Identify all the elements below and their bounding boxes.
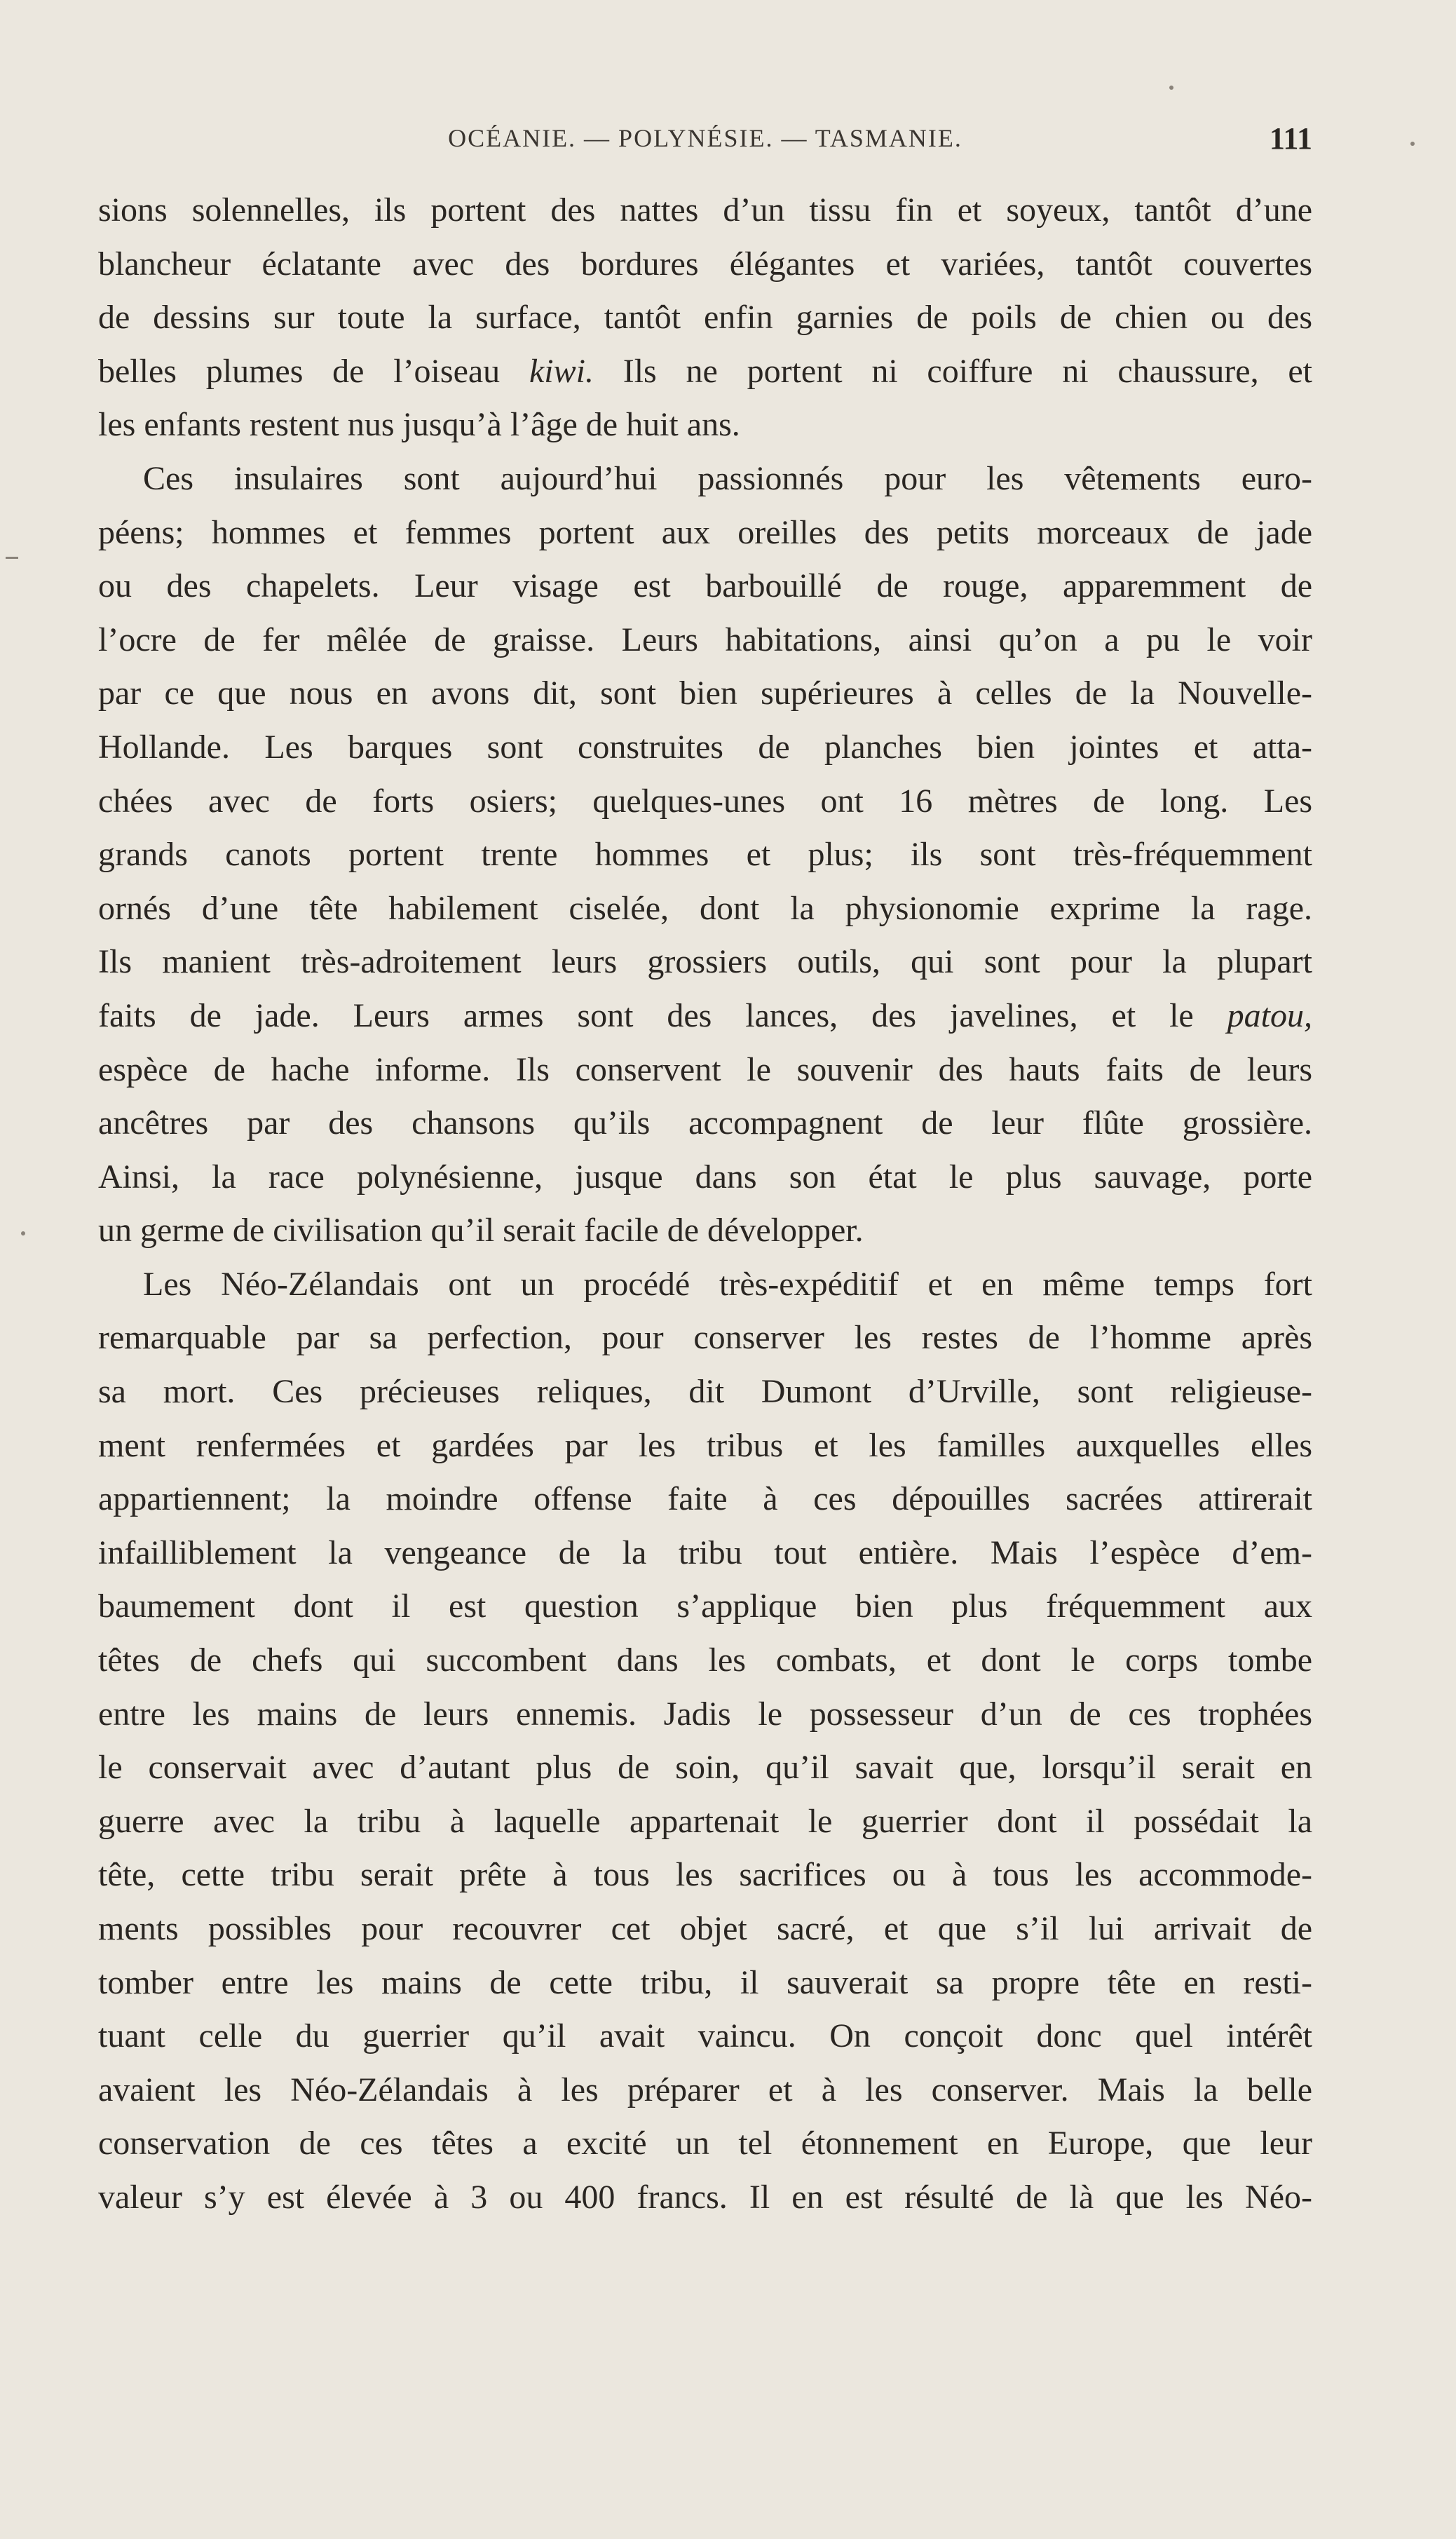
text-fragment: faits de jade. Leurs armes sont des lances, des javelines, et le	[98, 996, 1194, 1034]
text-line	[98, 989, 1312, 1043]
text-line: baumement dont il est question s’applique bien plus fréquemment aux	[98, 1587, 1312, 1625]
page-header	[98, 121, 1312, 163]
paragraph-start: Les Néo-Zélandais ont un procédé très-expéditif et en même temps fort	[143, 1265, 1312, 1303]
text-line: Ainsi, la race polynésienne, jusque dans son état le plus sauvage, porte	[98, 1158, 1312, 1196]
text-line: Hollande. Les barques sont construites de planches bien jointes et atta-	[98, 728, 1312, 766]
text-line: Ils manient très-adroitement leurs grossiers outils, qui sont pour la plupart	[98, 943, 1312, 981]
text-line: ancêtres par des chansons qu’ils accompagnent de leur flûte grossière.	[98, 1104, 1312, 1142]
text-line: remarquable par sa perfection, pour conserver les restes de l’homme après	[98, 1319, 1312, 1357]
text-line: espèce de hache informe. Ils conservent le souvenir des hauts faits de leurs	[98, 1050, 1312, 1088]
text-line: entre les mains de leurs ennemis. Jadis le possesseur d’un de ces trophées	[98, 1695, 1312, 1733]
text-line: chées avec de forts osiers; quelques-unes ont 16 mètres de long. Les	[98, 782, 1312, 820]
text-line: ments possibles pour recouvrer cet objet sacré, et que s’il lui arrivait de	[98, 1910, 1312, 1947]
text-line: valeur s’y est élevée à 3 ou 400 francs. Il en est résulté de là que les Néo-	[98, 2178, 1312, 2216]
text-fragment: belles plumes de l’oiseau	[98, 352, 501, 390]
text-line: l’ocre de fer mêlée de graisse. Leurs habitations, ainsi qu’on a pu le voir	[98, 621, 1312, 658]
text-line: le conservait avec d’autant plus de soin, qu’il savait que, lorsqu’il serait en	[98, 1749, 1312, 1787]
text-fragment: Ils ne portent ni coiffure ni chaussure, et	[593, 352, 1312, 390]
text-line: tomber entre les mains de cette tribu, il sauverait sa propre tête en resti-	[98, 1963, 1312, 2001]
text-line: par ce que nous en avons dit, sont bien supérieures à celles de la Nouvelle-	[98, 675, 1312, 712]
italic-term-patou: patou,	[1227, 996, 1312, 1034]
text-line: conservation de ces têtes a excité un tel étonnement en Europe, que leur	[98, 2125, 1312, 2162]
speck-mark	[1169, 86, 1173, 90]
text-line: sa mort. Ces précieuses reliques, dit Dumont d’Urville, sont religieuse-	[98, 1373, 1312, 1411]
italic-term-kiwi: kiwi.	[529, 352, 594, 390]
text-line: de dessins sur toute la surface, tantôt enfin garnies de poils de chien ou des	[98, 299, 1312, 337]
text-line: péens; hommes et femmes portent aux oreilles des petits morceaux de jade	[98, 513, 1312, 551]
text-line: ment renfermées et gardées par les tribus et les familles auxquelles elles	[98, 1426, 1312, 1464]
speck-mark	[1410, 142, 1415, 146]
text-line: tête, cette tribu serait prête à tous les sacrifices ou à tous les accommode-	[98, 1856, 1312, 1894]
text-line: infailliblement la vengeance de la tribu tout entière. Mais l’espèce d’em-	[98, 1533, 1312, 1571]
text-line: les enfants restent nus jusqu’à l’âge de huit ans.	[98, 406, 740, 444]
text-line: appartiennent; la moindre offense faite à ces dépouilles sacrées attirerait	[98, 1480, 1312, 1518]
text-line: guerre avec la tribu à laquelle appartenait le guerrier dont il possédait la	[98, 1802, 1312, 1840]
text-line: tuant celle du guerrier qu’il avait vaincu. On conçoit donc quel intérêt	[98, 2017, 1312, 2055]
margin-mark	[6, 557, 18, 559]
page-number: 111	[1269, 121, 1312, 156]
text-line	[98, 345, 1312, 399]
text-line: ou des chapelets. Leur visage est barbouillé de rouge, apparemment de	[98, 567, 1312, 605]
text-line: têtes de chefs qui succombent dans les combats, et dont le corps tombe	[98, 1641, 1312, 1679]
text-line: ornés d’une tête habilement ciselée, dont la physionomie exprime la rage.	[98, 889, 1312, 927]
text-line: grands canots portent trente hommes et plus; ils sont très-fréquemment	[98, 836, 1312, 874]
text-line: avaient les Néo-Zélandais à les préparer et à les conserver. Mais la belle	[98, 2071, 1312, 2108]
running-title: OCÉANIE. — POLYNÉSIE. — TASMANIE.	[448, 124, 962, 152]
text-line: sions solennelles, ils portent des nattes d’un tissu fin et soyeux, tantôt d’une	[98, 191, 1312, 229]
body-text	[98, 184, 1312, 2225]
text-line: blancheur éclatante avec des bordures élégantes et variées, tantôt couvertes	[98, 245, 1312, 283]
paragraph-start: Ces insulaires sont aujourd’hui passionnés pour les vêtements euro-	[143, 459, 1312, 497]
text-line: un germe de civilisation qu’il serait facile de développer.	[98, 1212, 864, 1250]
speck-mark	[21, 1231, 25, 1235]
